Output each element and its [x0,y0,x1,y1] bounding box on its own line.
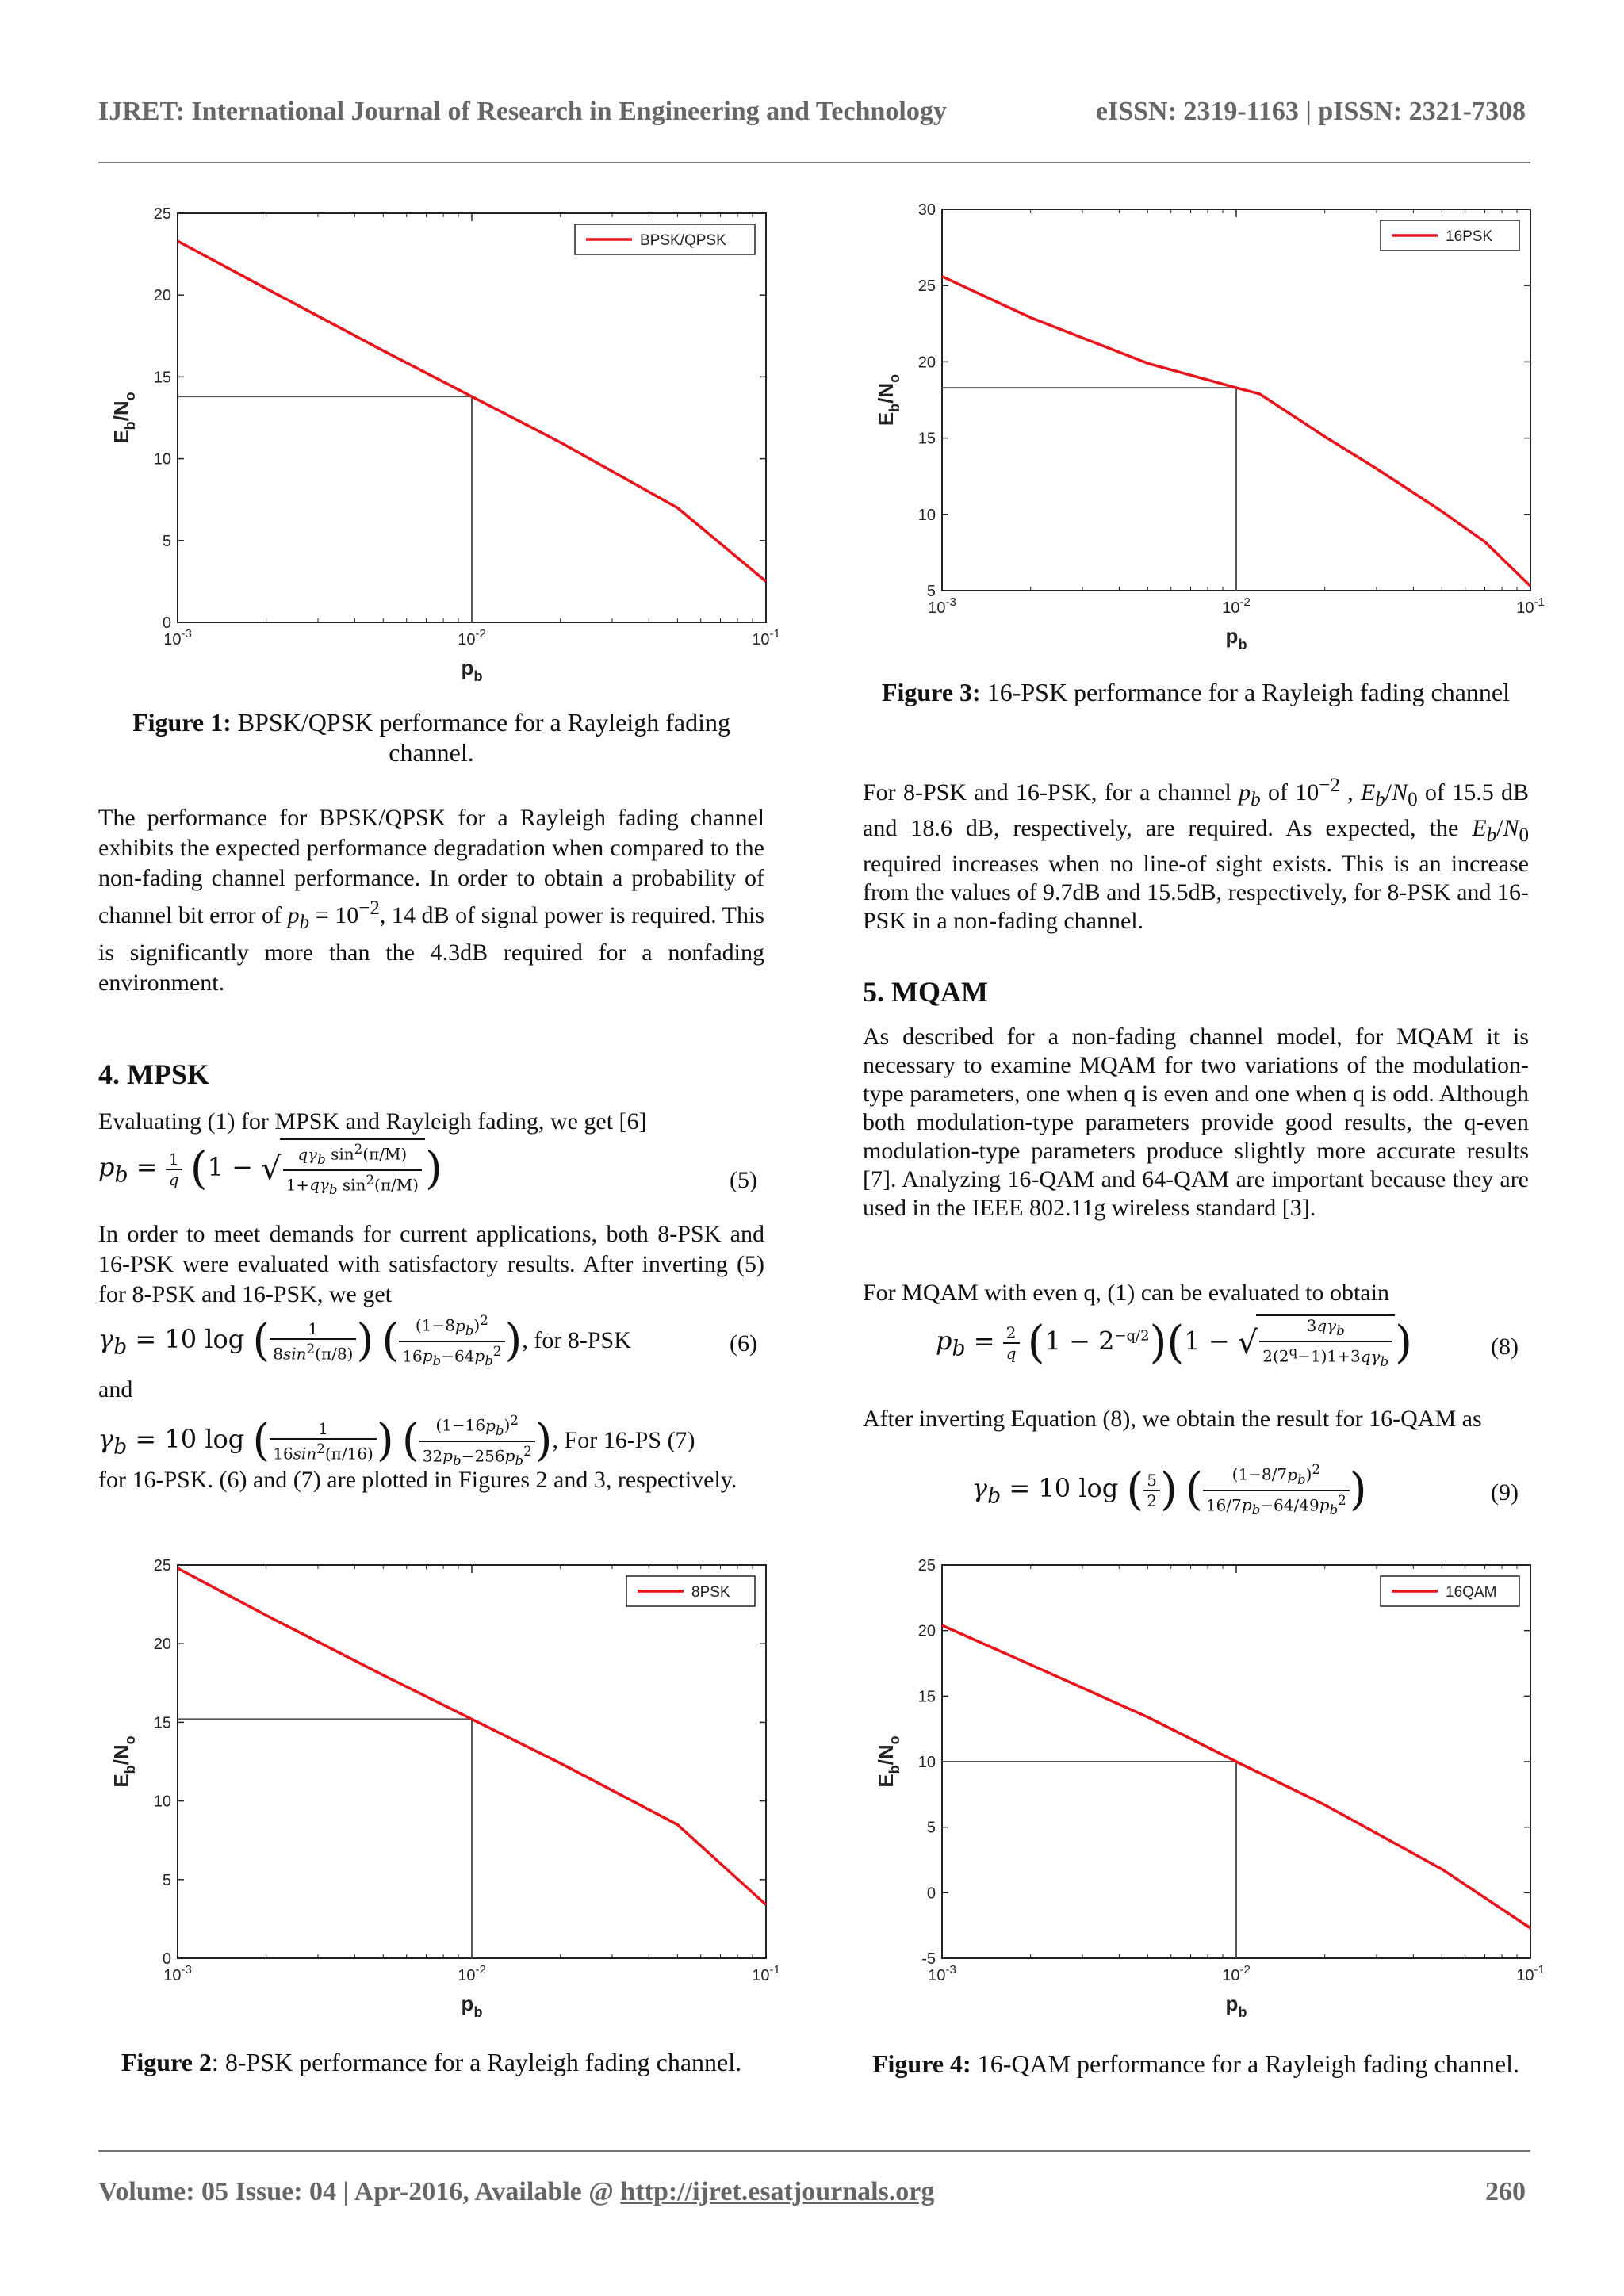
figure-3-label: Figure 3: [881,678,981,706]
journal-title: IJRET: International Journal of Research in Engineering and Technology [98,97,947,126]
x-tick-label: $10^{-2}$ [1222,595,1251,617]
legend-label: BPSK/QPSK [640,232,726,249]
equation-7: $\gamma_b = 10$ log ( $\frac{1}{16\sin^2(\pi/16)}$ ) ( $\frac{(1-16p_b)^2}{32p_b-256p_b^2}$ ), For 16-PS (7) [98,1413,695,1469]
y-tick-label: 25 [917,277,936,296]
y-tick-label: 5 [926,583,936,600]
figure-1-text: BPSK/QPSK performance for a Rayleigh fading channel. [237,708,730,767]
equation-9: $\gamma_b = 10$ log ( $\frac{5}{2}$ ) ( $\frac{(1-8/7p_b)^2}{16/7p_b-64/49p_b^2}$ ) [972,1462,1367,1518]
y-tick-label: 0 [926,1885,936,1903]
right-paragraph-4: After inverting Equation (8), we obtain the result for 16-QAM as [863,1406,1482,1432]
y-tick-label: 15 [153,369,171,387]
y-axis-label: $E_b/N_o$ [874,373,902,427]
x-tick-label: $10^{-3}$ [163,1963,192,1984]
y-tick-label: 10 [917,506,936,524]
legend-label: 8PSK [691,1584,730,1601]
chart-fig1 [98,202,780,710]
x-axis-label: $p_b$ [1225,624,1247,652]
issn-label: eISSN: 2319-1163 | pISSN: 2321-7308 [1095,97,1526,126]
footer-rule [98,2150,1530,2152]
figure-4-label: Figure 4: [871,2049,971,2078]
page-number: 260 [1485,2177,1526,2206]
figure-2-label: Figure 2 [121,2048,212,2076]
x-tick-label: $10^{-1}$ [752,627,780,649]
figure-1-caption [98,707,764,767]
header-rule [98,162,1530,163]
right-paragraph-3: For MQAM with even q, (1) can be evaluated to obtain [863,1280,1389,1306]
section-4-heading: 4. MPSK [98,1058,209,1090]
x-axis-label: $p_b$ [1225,1992,1247,2020]
y-tick-label: 10 [917,1754,936,1771]
y-axis-label: $E_b/N_o$ [109,1735,138,1788]
equation-8-number: (8) [1491,1334,1519,1360]
equation-8: $p_b$ = $\frac{2}{q}$ $(1 - 2^{-q/2})(1$ − √ $\frac{3q\gamma_b}{2(2^q-1)1+3q\gamma_b}$ ) [936,1314,1475,1372]
left-paragraph-1: The performance for BPSK/QPSK for a Rayleigh fading channel exhibits the expected performance degradation when compared to the non-fading channel performance. In order to obtain a probability of channel bit error of $p_b = 10^{-2}$, 14 dB of signal power is required. This is significantly more than the 4.3dB required for a nonfading environment. [98,805,765,996]
x-tick-label: $10^{-2}$ [1222,1963,1251,1984]
x-axis-label: $p_b$ [461,1992,483,2020]
chart-fig4 [863,1554,1545,2045]
y-tick-label: -5 [921,1950,936,1968]
y-tick-label: 20 [917,354,936,372]
figure-1-label: Figure 1: [132,708,232,737]
y-tick-label: 5 [162,532,171,550]
x-tick-label: $10^{-3}$ [928,1963,956,1984]
x-axis-label: $p_b$ [461,656,483,684]
x-tick-label: $10^{-2}$ [458,1963,486,1984]
left-paragraph-4: for 16-PSK. (6) and (7) are plotted in Figures 2 and 3, respectively. [98,1467,737,1493]
chart-fig3 [863,198,1545,678]
y-tick-label: 25 [153,205,171,223]
y-tick-label: 30 [917,201,936,219]
x-tick-label: $10^{-3}$ [163,627,192,649]
and-text: and [98,1376,133,1402]
y-axis-label: $E_b/N_o$ [109,392,138,444]
legend-label: 16QAM [1446,1584,1497,1601]
equation-6: $\gamma_b = 10$ log ( $\frac{1}{8\sin^2(\pi/8)}$ ) ( $\frac{(1-8p_b)^2}{16p_b-64p_b^2}$ ), for 8-PSK [98,1313,631,1369]
footer-volume-text: Volume: 05 Issue: 04 | Apr-2016, Available @ [98,2177,621,2206]
y-tick-label: 25 [153,1557,171,1575]
y-tick-label: 20 [153,1636,171,1654]
y-tick-label: 15 [153,1714,171,1732]
y-tick-label: 10 [153,450,171,469]
equation-5-number: (5) [730,1167,757,1193]
y-tick-label: 0 [162,1950,171,1968]
left-paragraph-2: Evaluating (1) for MPSK and Rayleigh fading, we get [6] [98,1108,647,1135]
y-tick-label: 0 [162,614,171,632]
equation-6-tail: , for 8-PSK [522,1327,631,1354]
legend-label: 16PSK [1446,228,1493,245]
footer-volume [98,2177,934,2207]
y-tick-label: 15 [917,1688,936,1706]
right-paragraph-2: As described for a non-fading channel model, for MQAM it is necessary to examine MQAM for two variations of the modulation-type parameters, one when q is even and one when q is odd. Although both modulation-type parameters provide good results, the q-even modulation-type parameters produce slightly more accurate results [7]. Analyzing 16-QAM and 64-QAM are important because they are used in the IEEE 802.11g wireless standard [3]. [863,1024,1529,1221]
journal-link[interactable]: http://ijret.esatjournals.org [620,2177,935,2206]
equation-9-number: (9) [1491,1479,1519,1506]
figure-3-caption [863,677,1529,707]
y-tick-label: 5 [926,1819,936,1837]
y-tick-label: 10 [153,1793,171,1811]
x-tick-label: $10^{-1}$ [752,1963,780,1984]
y-tick-label: 20 [917,1622,936,1640]
figure-4-caption [863,2049,1529,2079]
x-tick-label: $10^{-2}$ [458,627,486,649]
figure-2-text: : 8-PSK performance for a Rayleigh fading channel. [211,2048,742,2076]
equation-7-tail: , For 16-PS (7) [552,1427,695,1454]
section-5-heading: 5. MQAM [863,976,988,1008]
x-tick-label: $10^{-3}$ [928,595,956,617]
y-tick-label: 15 [917,430,936,448]
x-tick-label: $10^{-1}$ [1516,595,1545,617]
x-tick-label: $10^{-1}$ [1516,1963,1545,1984]
figure-4-text: 16-QAM performance for a Rayleigh fading channel. [977,2049,1519,2078]
figure-3-text: 16-PSK performance for a Rayleigh fading channel [986,678,1511,706]
right-paragraph-1: For 8-PSK and 16-PSK, for a channel $p_b$ of $10^{-2}$ , $E_b/N_0$ of 15.5 dB and 18.6 dB, respectively, are required. As expected, the $E_b/N_0$ required increases when no line-of sight exists. This is an increase from the values of 9.7dB and 15.5dB, respectively, for 8-PSK and 16-PSK in a non-fading channel. [863,775,1529,934]
y-axis-label: $E_b/N_o$ [874,1735,902,1788]
equation-6-number: (6) [730,1330,757,1357]
y-tick-label: 5 [162,1871,171,1889]
equation-5: $p_b$ = $\frac{1}{q}$ (1 − √ $\frac{q\gamma_b \sin^2(\pi/M)}{1+q\gamma_b \sin^2(\pi/M)}$ ) [98,1138,669,1200]
figure-2-caption [98,2047,764,2077]
chart-fig2 [98,1554,780,2045]
y-tick-label: 25 [917,1557,936,1575]
left-paragraph-3: In order to meet demands for current applications, both 8-PSK and 16-PSK were evaluated with satisfactory results. After inverting (5) for 8-PSK and 16-PSK, we get [98,1221,764,1307]
y-tick-label: 20 [153,287,171,305]
